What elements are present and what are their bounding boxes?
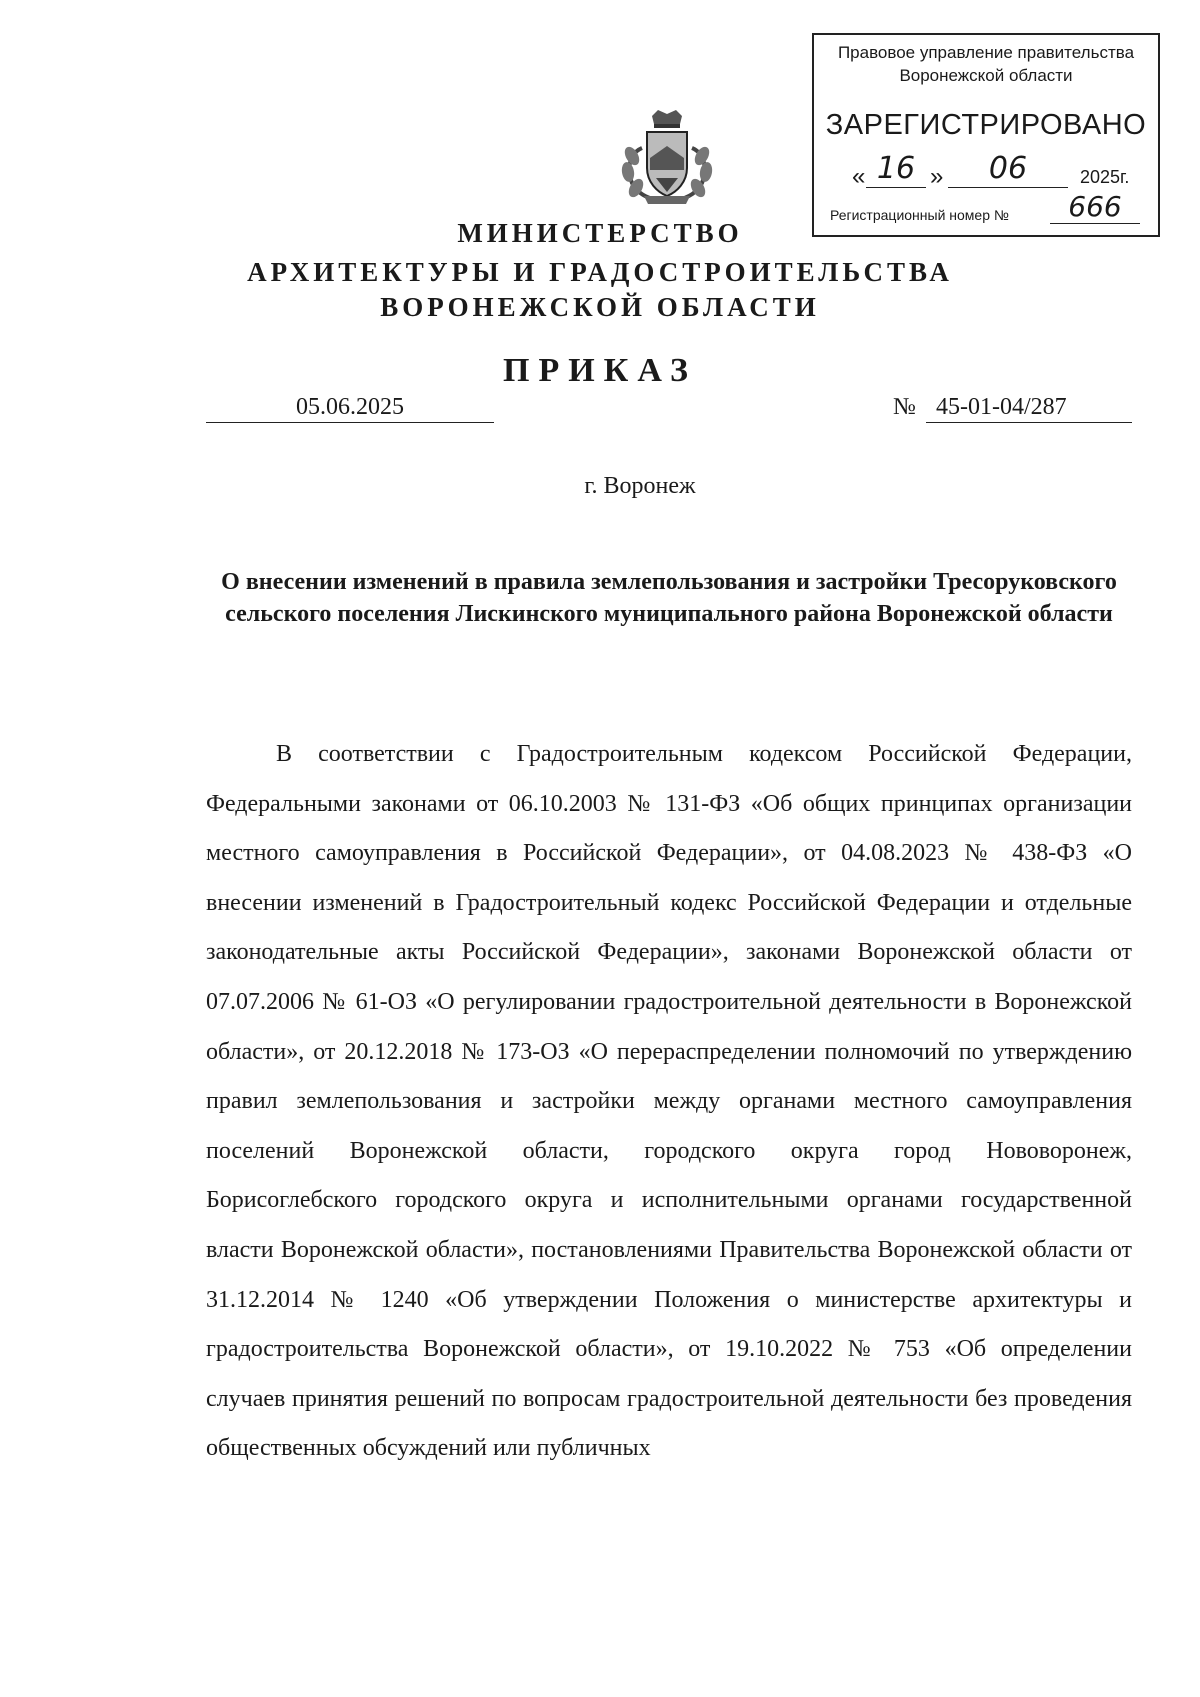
- ministry-name-line2: АРХИТЕКТУРЫ И ГРАДОСТРОИТЕЛЬСТВА: [247, 257, 953, 287]
- coat-of-arms-icon: [612, 108, 722, 206]
- stamp-date: « 16 » 06 2025г.: [852, 151, 1130, 190]
- document-body: В соответствии с Градостроительным кодексом Российской Федерации, Федеральными законами от 06.10.2003 № 131-ФЗ «Об общих принципах организации местного самоуправления в Российской Федерации», от 04.08.2023 № 438-ФЗ «О внесении изменений в Градостроительный кодекс Российской Федерации и отдельные законодательные акты Российской Федерации», законами Воронежской области от 07.07.2006 № 61-ОЗ «О регулировании градостроительной деятельности в Воронежской области», от 20.12.2018 № 173-ОЗ «О перераспределении полномочий по утверждению правил землепользования и застройки между органами местного самоуправления поселений Воронежской области, городского округа город Нововоронеж, Борисоглебского городского округа и исполнительными органами государственной власти Воронежской области», постановлениями Правительства Воронежской области от 31.12.2014 № 1240 «Об утверждении Положения о министерстве архитектуры и градостроительства Воронежской области», от 19.10.2022 № 753 «Об определении случаев принятия решений по вопросам градостроительной деятельности без проведения общественных обсуждений или публичных: [206, 741, 1132, 1462]
- stamp-reg-number: 666: [1050, 191, 1140, 224]
- document-number: 45-01-04/287: [926, 392, 1132, 423]
- stamp-org-line2: Воронежской области: [899, 66, 1073, 85]
- stamp-status: ЗАРЕГИСТРИРОВАНО: [825, 109, 1147, 141]
- document-type: ПРИКАЗ: [503, 352, 697, 389]
- ministry-name-line3: ВОРОНЕЖСКОЙ ОБЛАСТИ: [380, 292, 820, 322]
- number-sign: №: [893, 394, 916, 420]
- stamp-date-day: 16: [866, 151, 926, 188]
- stamp-date-month: 06: [948, 151, 1068, 188]
- document-date: 05.06.2025: [206, 392, 494, 423]
- stamp-org-line1: Правовое управление правительства: [837, 43, 1135, 62]
- document-city: г. Воронеж: [584, 473, 696, 499]
- document-title: О внесении изменений в правила землепользования и застройки Тресоруковского сельского поселения Лискинского муниципального района Воронежской области: [221, 569, 1117, 627]
- registration-stamp: [812, 33, 1160, 237]
- stamp-organization: [814, 41, 1158, 87]
- ministry-name-line1: МИНИСТЕРСТВО: [457, 218, 743, 248]
- stamp-date-year: 2025г.: [1080, 167, 1130, 187]
- stamp-reg-label: Регистрационный номер №: [830, 207, 1009, 223]
